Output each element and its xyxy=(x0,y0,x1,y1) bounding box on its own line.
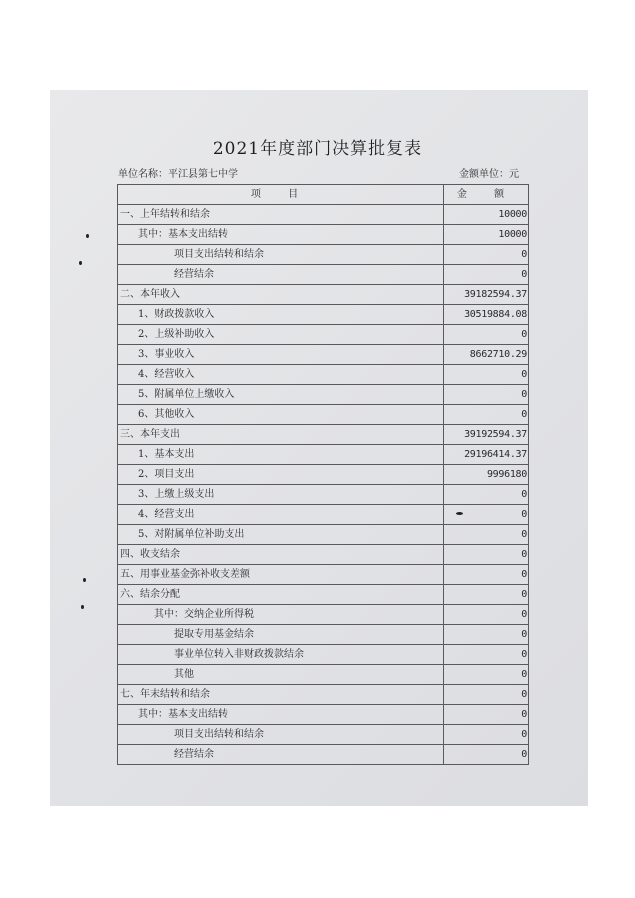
row-item-label: 其中：基本支出结转 xyxy=(118,225,444,245)
table-row xyxy=(118,565,529,585)
row-item-label: 其中：交纳企业所得税 xyxy=(118,605,444,625)
table-row xyxy=(118,665,529,685)
row-amount-value: 0 xyxy=(444,525,529,545)
row-item-label: 6、其他收入 xyxy=(118,405,444,425)
binding-hole-mark xyxy=(86,234,89,238)
row-amount-value: 39192594.37 xyxy=(444,425,529,445)
table-row xyxy=(118,385,529,405)
row-amount-value: 0 xyxy=(444,605,529,625)
header-item: 项 目 xyxy=(118,185,444,205)
table-row xyxy=(118,205,529,225)
table-row xyxy=(118,265,529,285)
row-amount-value: 0 xyxy=(444,545,529,565)
table-row xyxy=(118,325,529,345)
row-item-label: 1、财政拨款收入 xyxy=(118,305,444,325)
row-item-label: 其他 xyxy=(118,665,444,685)
row-item-label: 5、对附属单位补助支出 xyxy=(118,525,444,545)
table-row xyxy=(118,605,529,625)
table-row xyxy=(118,625,529,645)
row-item-label: 项目支出结转和结余 xyxy=(118,725,444,745)
row-amount-value: 0 xyxy=(444,745,529,765)
row-item-label: 二、本年收入 xyxy=(118,285,444,305)
row-amount-value: 29196414.37 xyxy=(444,445,529,465)
table-row xyxy=(118,585,529,605)
row-item-label: 一、上年结转和结余 xyxy=(118,205,444,225)
table-row xyxy=(118,525,529,545)
table-row xyxy=(118,445,529,465)
row-item-label: 事业单位转入非财政拨款结余 xyxy=(118,645,444,665)
budget-table xyxy=(117,184,529,765)
binding-hole-mark xyxy=(81,605,84,609)
ink-speck-mark xyxy=(456,512,463,515)
row-amount-value: 0 xyxy=(444,245,529,265)
table-row xyxy=(118,505,529,525)
binding-hole-mark xyxy=(83,578,86,582)
row-amount-value: 10000 xyxy=(444,225,529,245)
row-item-label: 其中：基本支出结转 xyxy=(118,705,444,725)
row-item-label: 五、用事业基金弥补收支差额 xyxy=(118,565,444,585)
row-amount-value: 0 xyxy=(444,705,529,725)
row-amount-value: 0 xyxy=(444,405,529,425)
row-amount-value: 0 xyxy=(444,485,529,505)
row-item-label: 经营结余 xyxy=(118,265,444,285)
row-amount-value: 8662710.29 xyxy=(444,345,529,365)
row-amount-value: 0 xyxy=(444,365,529,385)
row-amount-value: 0 xyxy=(444,385,529,405)
table-row xyxy=(118,305,529,325)
table-row xyxy=(118,225,529,245)
table-row xyxy=(118,745,529,765)
row-amount-value: 0 xyxy=(444,625,529,645)
row-item-label: 四、收支结余 xyxy=(118,545,444,565)
table-row xyxy=(118,725,529,745)
table-row xyxy=(118,345,529,365)
row-item-label: 2、项目支出 xyxy=(118,465,444,485)
row-item-label: 三、本年支出 xyxy=(118,425,444,445)
binding-hole-mark xyxy=(79,261,82,265)
table-header-row xyxy=(118,185,529,205)
row-item-label: 4、经营支出 xyxy=(118,505,444,525)
table-row xyxy=(118,425,529,445)
row-item-label: 六、结余分配 xyxy=(118,585,444,605)
table-row xyxy=(118,485,529,505)
table-row xyxy=(118,405,529,425)
row-amount-value: 0 xyxy=(444,265,529,285)
row-amount-value: 0 xyxy=(444,585,529,605)
row-item-label: 1、基本支出 xyxy=(118,445,444,465)
row-item-label: 经营结余 xyxy=(118,745,444,765)
table-row xyxy=(118,465,529,485)
row-amount-value: 9996180 xyxy=(444,465,529,485)
row-amount-value: 0 xyxy=(444,725,529,745)
document-title: 2021年度部门决算批复表 xyxy=(212,139,423,159)
row-amount-value: 0 xyxy=(444,645,529,665)
row-item-label: 项目支出结转和结余 xyxy=(118,245,444,265)
table-row xyxy=(118,705,529,725)
row-amount-value: 0 xyxy=(444,565,529,585)
row-amount-value: 0 xyxy=(444,665,529,685)
row-item-label: 七、年末结转和结余 xyxy=(118,685,444,705)
table-row xyxy=(118,645,529,665)
row-item-label: 提取专用基金结余 xyxy=(118,625,444,645)
table-row xyxy=(118,545,529,565)
amount-unit: 金额单位：元 xyxy=(459,169,519,180)
header-amount: 金 额 xyxy=(444,185,529,205)
row-item-label: 5、附属单位上缴收入 xyxy=(118,385,444,405)
row-amount-value: 0 xyxy=(444,505,529,525)
row-amount-value: 0 xyxy=(444,325,529,345)
table-row xyxy=(118,245,529,265)
row-item-label: 3、上缴上级支出 xyxy=(118,485,444,505)
row-amount-value: 0 xyxy=(444,685,529,705)
row-item-label: 4、经营收入 xyxy=(118,365,444,385)
row-amount-value: 30519884.08 xyxy=(444,305,529,325)
row-item-label: 3、事业收入 xyxy=(118,345,444,365)
row-amount-value: 10000 xyxy=(444,205,529,225)
table-row xyxy=(118,285,529,305)
table-row xyxy=(118,685,529,705)
unit-name: 单位名称：平江县第七中学 xyxy=(118,169,238,180)
row-amount-value: 39182594.37 xyxy=(444,285,529,305)
row-item-label: 2、上级补助收入 xyxy=(118,325,444,345)
table-row xyxy=(118,365,529,385)
